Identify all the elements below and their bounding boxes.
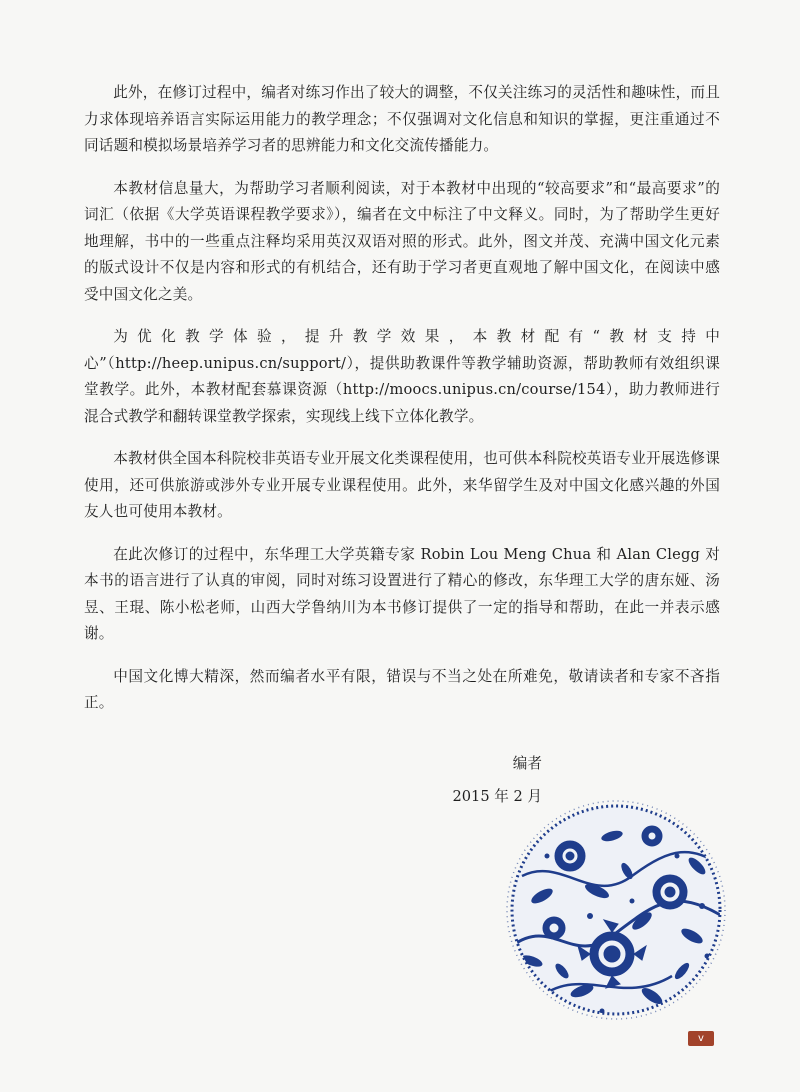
paragraph-audience: 本教材供全国本科院校非英语专业开展文化类课程使用，也可供本科院校英语专业开展选修课使用，还可供旅游或涉外专业开展专业课程使用。此外，来华留学生及对中国文化感兴趣的外国友人也可使用本教材。 <box>84 450 720 520</box>
preface-body <box>84 80 720 733</box>
paragraph-closing: 中国文化博大精深，然而编者水平有限，错误与不当之处在所难免，敬请读者和专家不吝指正。 <box>84 667 720 711</box>
paragraph-acknowledgements: 在此次修订的过程中，东华理工大学英籍专家 Robin Lou Meng Chua 和 Alan Clegg 对本书的语言进行了认真的审阅，同时对练习设置进行了精心的修改，东华理工大学的唐东娅、汤昱、王琨、陈小松老师，山西大学鲁纳川为本书修订提供了一定的指导和帮助，在此一并表示感谢。 <box>84 545 720 642</box>
paragraph-revision: 此外，在修订过程中，编者对练习作出了较大的调整，不仅关注练习的灵活性和趣味性，而且力求体现培养语言实际运用能力的教学理念；不仅强调对文化信息和知识的掌握，更注重通过不同话题和模拟场景培养学习者的思辨能力和文化交流传播能力。 <box>84 84 720 154</box>
page-number-badge: v <box>688 1031 714 1046</box>
date: 2015 年 2 月 <box>452 788 542 805</box>
signature: 编者 <box>512 755 542 772</box>
paragraph-vocabulary: 本教材信息量大，为帮助学习者顺利阅读，对于本教材中出现的“较高要求”和“最高要求”的词汇（依据《大学英语课程教学要求》），编者在文中标注了中文释义。同时，为了帮助学生更好地理解，书中的一些重点注释均采用英汉双语对照的形式。此外，图文并茂、充满中国文化元素的版式设计不仅是内容和形式的有机结合，还有助于学习者更直观地了解中国文化，在阅读中感受中国文化之美。 <box>84 179 720 303</box>
porcelain-medallion-icon <box>502 796 730 1024</box>
paragraph-resources: 为优化教学体验，提升教学效果，本教材配有“教材支持中心”（http://heep.unipus.cn/support/），提供助教课件等教学辅助资源，帮助教师有效组织课堂教学。此外，本教材配套慕课资源（http://moocs.unipus.cn/course/154），助力教师进行混合式教学和翻转课堂教学探索，实现线上线下立体化教学。 <box>84 328 720 425</box>
